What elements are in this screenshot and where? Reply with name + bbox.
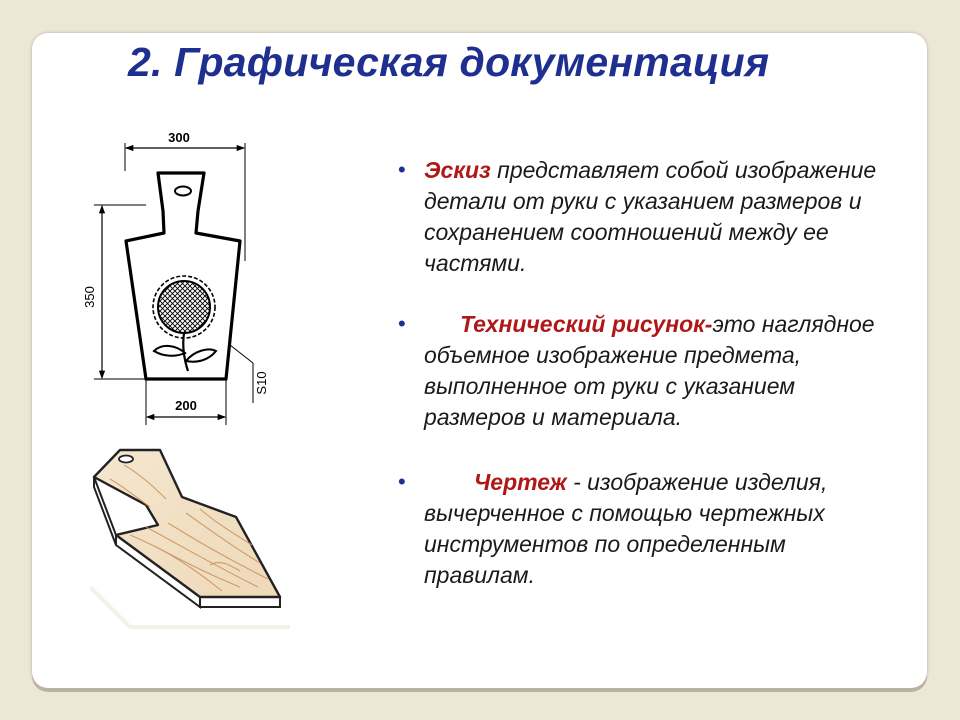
sunflower-icon	[153, 276, 216, 371]
dim-side-label: 350	[82, 286, 97, 308]
term-technical-drawing: Технический рисунок-	[460, 311, 713, 337]
definition-body: представляет собой изображение детали от руки с указанием размеров и сохранением соотношений между ее частями.	[424, 157, 877, 276]
term-sketch: Эскиз	[424, 157, 491, 183]
slide-card	[32, 33, 927, 688]
bullet-dot-icon: •	[398, 469, 406, 494]
slide-title: 2. Графическая документация	[128, 39, 770, 85]
list-item	[398, 309, 898, 433]
definition-text	[424, 155, 898, 279]
list-item	[398, 467, 898, 591]
definition-body: - изображение изделия, вычерченное с помощью чертежных инструментов по определенным правилам.	[424, 469, 828, 588]
dim-bottom-label: 200	[175, 398, 197, 413]
dim-thickness-label: S10	[254, 371, 269, 395]
board-technical-drawing	[90, 447, 340, 637]
definition-text	[424, 467, 898, 591]
bullet-dot-icon: •	[398, 157, 406, 182]
dim-top-label: 300	[168, 130, 190, 145]
board-sketch-drawing	[80, 121, 270, 433]
definition-text	[424, 309, 898, 433]
definition-list	[398, 155, 898, 591]
definition-body: это наглядное объемное изображение предмета, выполненное от руки с указанием размеров и материала.	[424, 311, 875, 430]
term-blueprint: Чертеж	[474, 469, 567, 495]
list-item	[398, 155, 898, 279]
bullet-dot-icon: •	[398, 311, 406, 336]
hole-icon	[175, 187, 191, 196]
